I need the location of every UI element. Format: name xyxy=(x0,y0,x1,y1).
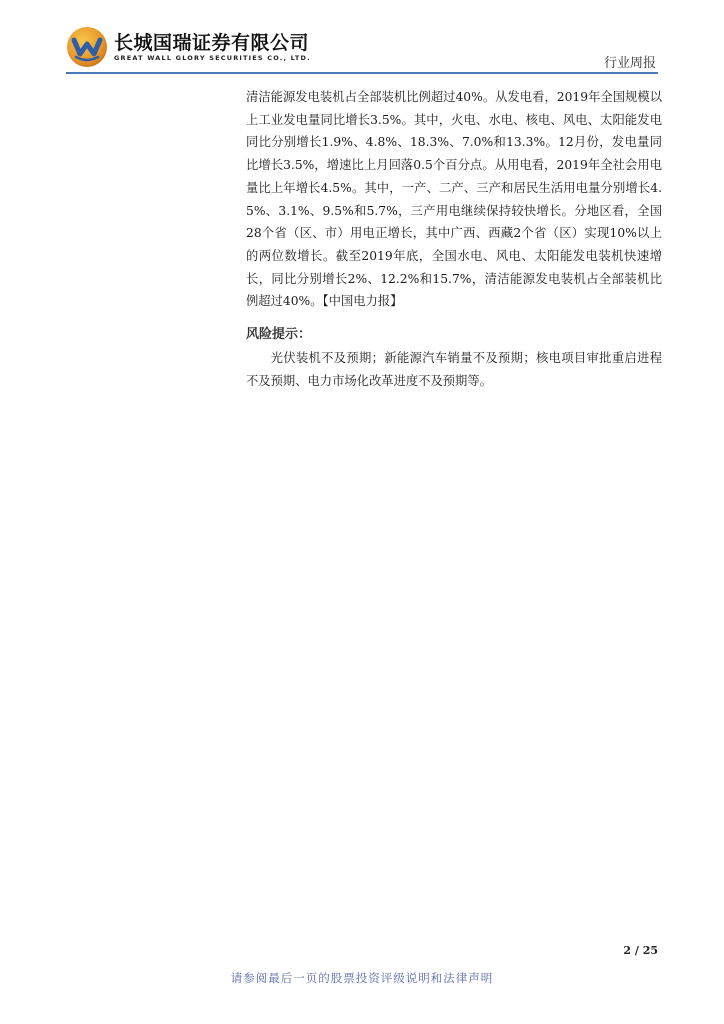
header-divider xyxy=(66,72,658,74)
page-number: 2 / 25 xyxy=(623,944,658,957)
great-wall-glory-logo-icon xyxy=(66,26,108,68)
report-type-label: 行业周报 xyxy=(603,56,656,71)
news-paragraph: 清洁能源发电装机占全部装机比例超过40%。从发电看，2019年全国规模以上工业发电量同比增长3.5%。其中，火电、水电、核电、风电、太阳能发电同比分别增长1.9%、4.8%、18.3%、7.0%和13.3%。12月份，发电量同比增长3.5%，增速比上月回落0.5个百分点。从用电看，2019年全社会用电量比上年增长4.5%。其中，一产、二产、三产和居民生活用电量分别增长4.5%、3.1%、9.5%和5.7%，三产用电继续保持较快增长。分地区看，全国28个省（区、市）用电正增长，其中广西、西藏2个省（区）实现10%以上的两位数增长。截至2019年底，全国水电、风电、太阳能发电装机快速增长，同比分别增长2%、12.2%和15.7%，清洁能源发电装机占全部装机比例超过40%。【中国电力报】 xyxy=(246,90,662,309)
company-name-cn: 长城国瑞证券有限公司 xyxy=(114,32,310,54)
risk-text: 光伏装机不及预期；新能源汽车销量不及预期；核电项目审批重启进程不及预期、电力市场化改革进度不及预期等。 xyxy=(246,351,662,388)
main-content xyxy=(246,86,662,392)
company-name-en: GREAT WALL GLORY SECURITIES CO., LTD. xyxy=(114,54,311,62)
risk-title: 风险提示： xyxy=(246,327,312,343)
page-header xyxy=(0,0,724,80)
disclaimer-note: 请参阅最后一页的股票投资评级说明和法律声明 xyxy=(230,971,494,985)
